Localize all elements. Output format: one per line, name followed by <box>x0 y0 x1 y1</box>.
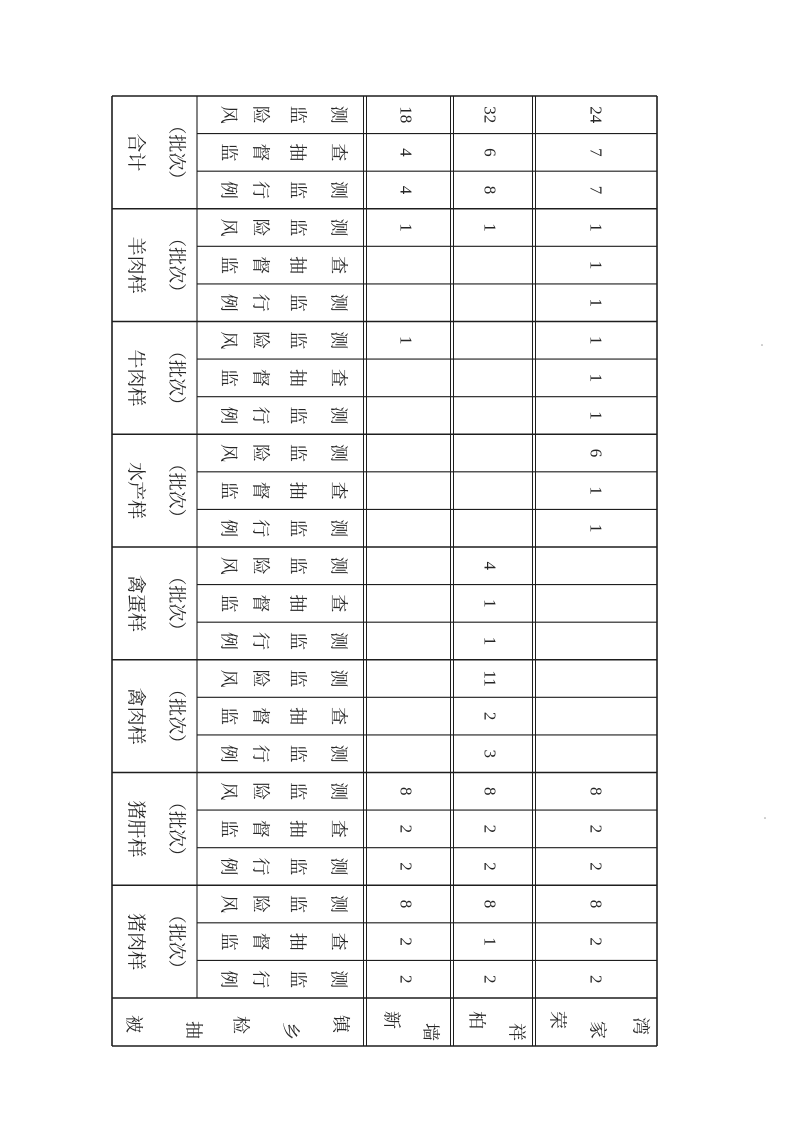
scan-speck <box>764 817 766 819</box>
subtype-label-char: 抽 <box>286 707 308 726</box>
subtype-label-char: 监 <box>286 669 308 688</box>
town-name-char: 祥 <box>505 1023 527 1041</box>
subtype-label-char: 监 <box>286 895 308 914</box>
subtype-label-char: 行 <box>249 970 271 989</box>
subtype-label-char: 测 <box>327 556 349 575</box>
data-value: 8 <box>586 787 606 796</box>
subtype-label-char: 例 <box>217 406 239 425</box>
town-name-char: 柏 <box>465 1011 487 1029</box>
subtype-label-char: 风 <box>217 105 239 124</box>
subtype-label-char: 督 <box>249 368 271 387</box>
town-name-char: 墙 <box>419 1023 441 1041</box>
category-label: 羊肉样 <box>125 236 147 294</box>
subtype-label-char: 行 <box>249 180 271 199</box>
category-unit-label: （批次） <box>165 454 187 527</box>
data-value: 1 <box>586 298 606 307</box>
data-value: 6 <box>480 148 500 157</box>
subtype-label-char: 监 <box>217 368 239 387</box>
subtype-label-char: 督 <box>249 707 271 726</box>
data-value: 7 <box>586 185 606 195</box>
scan-speck <box>761 344 763 346</box>
subtype-label-char: 风 <box>217 218 239 237</box>
subtype-label-char: 督 <box>249 143 271 162</box>
subtype-label-char: 查 <box>327 594 349 613</box>
subtype-label-char: 风 <box>217 895 239 914</box>
category-label: 合计 <box>125 133 147 172</box>
subtype-label-char: 行 <box>249 519 271 538</box>
subtype-label-char: 测 <box>327 180 349 199</box>
subtype-label-char: 查 <box>327 819 349 838</box>
category-unit-label: （批次） <box>165 905 187 978</box>
subtype-label-char: 监 <box>286 970 308 989</box>
data-value: 2 <box>480 974 500 984</box>
town-name-char: 荣 <box>546 1011 568 1029</box>
subtype-label-char: 监 <box>217 707 239 726</box>
table-grid <box>112 96 657 1046</box>
subtype-label-char: 测 <box>327 895 349 914</box>
subtype-label-char: 监 <box>286 857 308 876</box>
town-name-char: 新 <box>380 1011 402 1029</box>
data-value: 2 <box>396 974 416 984</box>
category-unit-label: （批次） <box>165 792 187 865</box>
row-header-char: 抽 <box>182 1021 204 1039</box>
data-value: 1 <box>480 599 500 608</box>
subtype-label-char: 行 <box>249 631 271 650</box>
subtype-label-char: 查 <box>327 256 349 275</box>
data-value: 2 <box>586 862 606 871</box>
subtype-label-char: 风 <box>217 331 239 350</box>
subtype-label-char: 例 <box>217 519 239 538</box>
subtype-label-char: 督 <box>249 481 271 500</box>
subtype-label-char: 测 <box>327 970 349 989</box>
subtype-label-char: 监 <box>217 594 239 613</box>
subtype-label-char: 测 <box>327 218 349 237</box>
category-label: 牛肉样 <box>125 349 147 407</box>
data-value: 2 <box>480 824 500 834</box>
subtype-label-char: 查 <box>327 368 349 387</box>
subtype-label-char: 险 <box>249 669 271 688</box>
data-value: 2 <box>480 862 500 871</box>
data-value: 24 <box>586 106 606 124</box>
subtype-label-char: 险 <box>249 331 271 350</box>
data-value: 8 <box>396 787 416 796</box>
subtype-label-char: 查 <box>327 707 349 726</box>
data-value: 8 <box>586 899 606 909</box>
data-value: 8 <box>480 899 500 909</box>
data-value: 18 <box>396 106 416 124</box>
subtype-label-char: 查 <box>327 481 349 500</box>
category-unit-label: （批次） <box>165 680 187 753</box>
data-value: 1 <box>586 411 606 420</box>
data-value: 8 <box>396 899 416 909</box>
data-value: 1 <box>586 373 606 383</box>
data-value: 4 <box>396 185 416 195</box>
subtype-label-char: 风 <box>217 556 239 575</box>
data-value: 2 <box>586 974 606 984</box>
data-value: 2 <box>396 862 416 871</box>
data-value: 2 <box>396 824 416 834</box>
data-value: 2 <box>586 824 606 834</box>
subtype-label-char: 监 <box>286 744 308 763</box>
subtype-label-char: 抽 <box>286 819 308 838</box>
category-unit-label: （批次） <box>165 229 187 302</box>
subtype-label-char: 监 <box>286 519 308 538</box>
subtype-label-char: 监 <box>286 180 308 199</box>
data-value: 3 <box>480 749 500 758</box>
data-value: 1 <box>586 223 606 232</box>
data-value: 2 <box>480 711 500 721</box>
subtype-label-char: 监 <box>286 631 308 650</box>
subtype-label-char: 测 <box>327 331 349 350</box>
subtype-label-char: 测 <box>327 782 349 801</box>
row-header-char: 检 <box>229 1016 251 1034</box>
subtype-label-char: 监 <box>217 481 239 500</box>
data-value: 11 <box>480 670 500 687</box>
subtype-label-char: 例 <box>217 857 239 876</box>
subtype-label-char: 测 <box>327 519 349 538</box>
data-value: 1 <box>396 336 416 345</box>
subtype-label-char: 监 <box>286 105 308 124</box>
data-value: 1 <box>586 336 606 345</box>
category-label: 猪肉样 <box>125 913 147 971</box>
subtype-label-char: 险 <box>249 556 271 575</box>
subtype-label-char: 查 <box>327 143 349 162</box>
subtype-label-char: 风 <box>217 782 239 801</box>
subtype-label-char: 督 <box>249 932 271 951</box>
category-label: 禽蛋样 <box>125 574 147 632</box>
data-value: 32 <box>480 106 500 124</box>
subtype-label-char: 行 <box>249 406 271 425</box>
data-value: 1 <box>586 523 606 533</box>
data-value: 1 <box>586 486 606 495</box>
subtype-label-char: 险 <box>249 895 271 914</box>
category-label: 禽肉样 <box>125 687 147 745</box>
category-unit-label: （批次） <box>165 567 187 640</box>
subtype-label-char: 抽 <box>286 481 308 500</box>
subtype-label-char: 风 <box>217 444 239 463</box>
subtype-label-char: 险 <box>249 105 271 124</box>
subtype-label-char: 督 <box>249 594 271 613</box>
data-value: 2 <box>396 937 416 946</box>
subtype-label-char: 测 <box>327 293 349 312</box>
subtype-label-char: 险 <box>249 444 271 463</box>
subtype-label-char: 监 <box>286 218 308 237</box>
subtype-label-char: 测 <box>327 406 349 425</box>
subtype-label-char: 行 <box>249 744 271 763</box>
subtype-label-char: 督 <box>249 256 271 275</box>
data-value: 7 <box>586 148 606 157</box>
subtype-label-char: 例 <box>217 293 239 312</box>
subtype-label-char: 例 <box>217 180 239 199</box>
town-name-char: 家 <box>586 1021 608 1039</box>
row-header-char: 镇 <box>329 1015 351 1033</box>
data-value: 1 <box>396 223 416 232</box>
data-value: 1 <box>480 937 500 946</box>
subtype-label-char: 监 <box>217 932 239 951</box>
subtype-label-char: 监 <box>286 293 308 312</box>
subtype-label-char: 测 <box>327 669 349 688</box>
data-value: 8 <box>480 787 500 796</box>
data-value: 6 <box>586 448 606 458</box>
subtype-label-char: 监 <box>286 331 308 350</box>
subtype-label-char: 行 <box>249 293 271 312</box>
category-unit-label: （批次） <box>165 341 187 414</box>
subtype-label-char: 抽 <box>286 594 308 613</box>
category-label: 猪肝样 <box>125 800 147 858</box>
subtype-label-char: 例 <box>217 631 239 650</box>
town-name-char: 湾 <box>629 1017 651 1035</box>
data-value: 4 <box>480 561 500 571</box>
subtype-label-char: 险 <box>249 782 271 801</box>
category-unit-label: （批次） <box>165 116 187 189</box>
subtype-label-char: 行 <box>249 857 271 876</box>
subtype-label-char: 监 <box>217 256 239 275</box>
subtype-label-char: 监 <box>286 406 308 425</box>
subtype-label-char: 例 <box>217 744 239 763</box>
category-label: 水产样 <box>125 462 147 520</box>
subtype-label-char: 监 <box>217 819 239 838</box>
data-value: 2 <box>586 937 606 946</box>
subtype-label-char: 测 <box>327 105 349 124</box>
subtype-label-char: 测 <box>327 744 349 763</box>
subtype-label-char: 监 <box>286 556 308 575</box>
subtype-label-char: 监 <box>286 782 308 801</box>
subtype-label-char: 督 <box>249 819 271 838</box>
row-header-char: 被 <box>122 1015 144 1033</box>
data-value: 4 <box>396 148 416 157</box>
data-value: 8 <box>480 185 500 195</box>
subtype-label-char: 险 <box>249 218 271 237</box>
subtype-label-char: 监 <box>286 444 308 463</box>
subtype-label-char: 测 <box>327 631 349 650</box>
row-header-char: 乡 <box>279 1022 301 1040</box>
subtype-label-char: 测 <box>327 444 349 463</box>
subtype-label-char: 测 <box>327 857 349 876</box>
subtype-label-char: 抽 <box>286 368 308 387</box>
subtype-label-char: 查 <box>327 932 349 951</box>
data-value: 1 <box>586 260 606 270</box>
subtype-label-char: 监 <box>217 143 239 162</box>
subtype-label-char: 例 <box>217 970 239 989</box>
data-value: 1 <box>480 636 500 646</box>
subtype-label-char: 抽 <box>286 256 308 275</box>
subtype-label-char: 风 <box>217 669 239 688</box>
subtype-label-char: 抽 <box>286 932 308 951</box>
subtype-label-char: 抽 <box>286 143 308 162</box>
data-value: 1 <box>480 223 500 232</box>
